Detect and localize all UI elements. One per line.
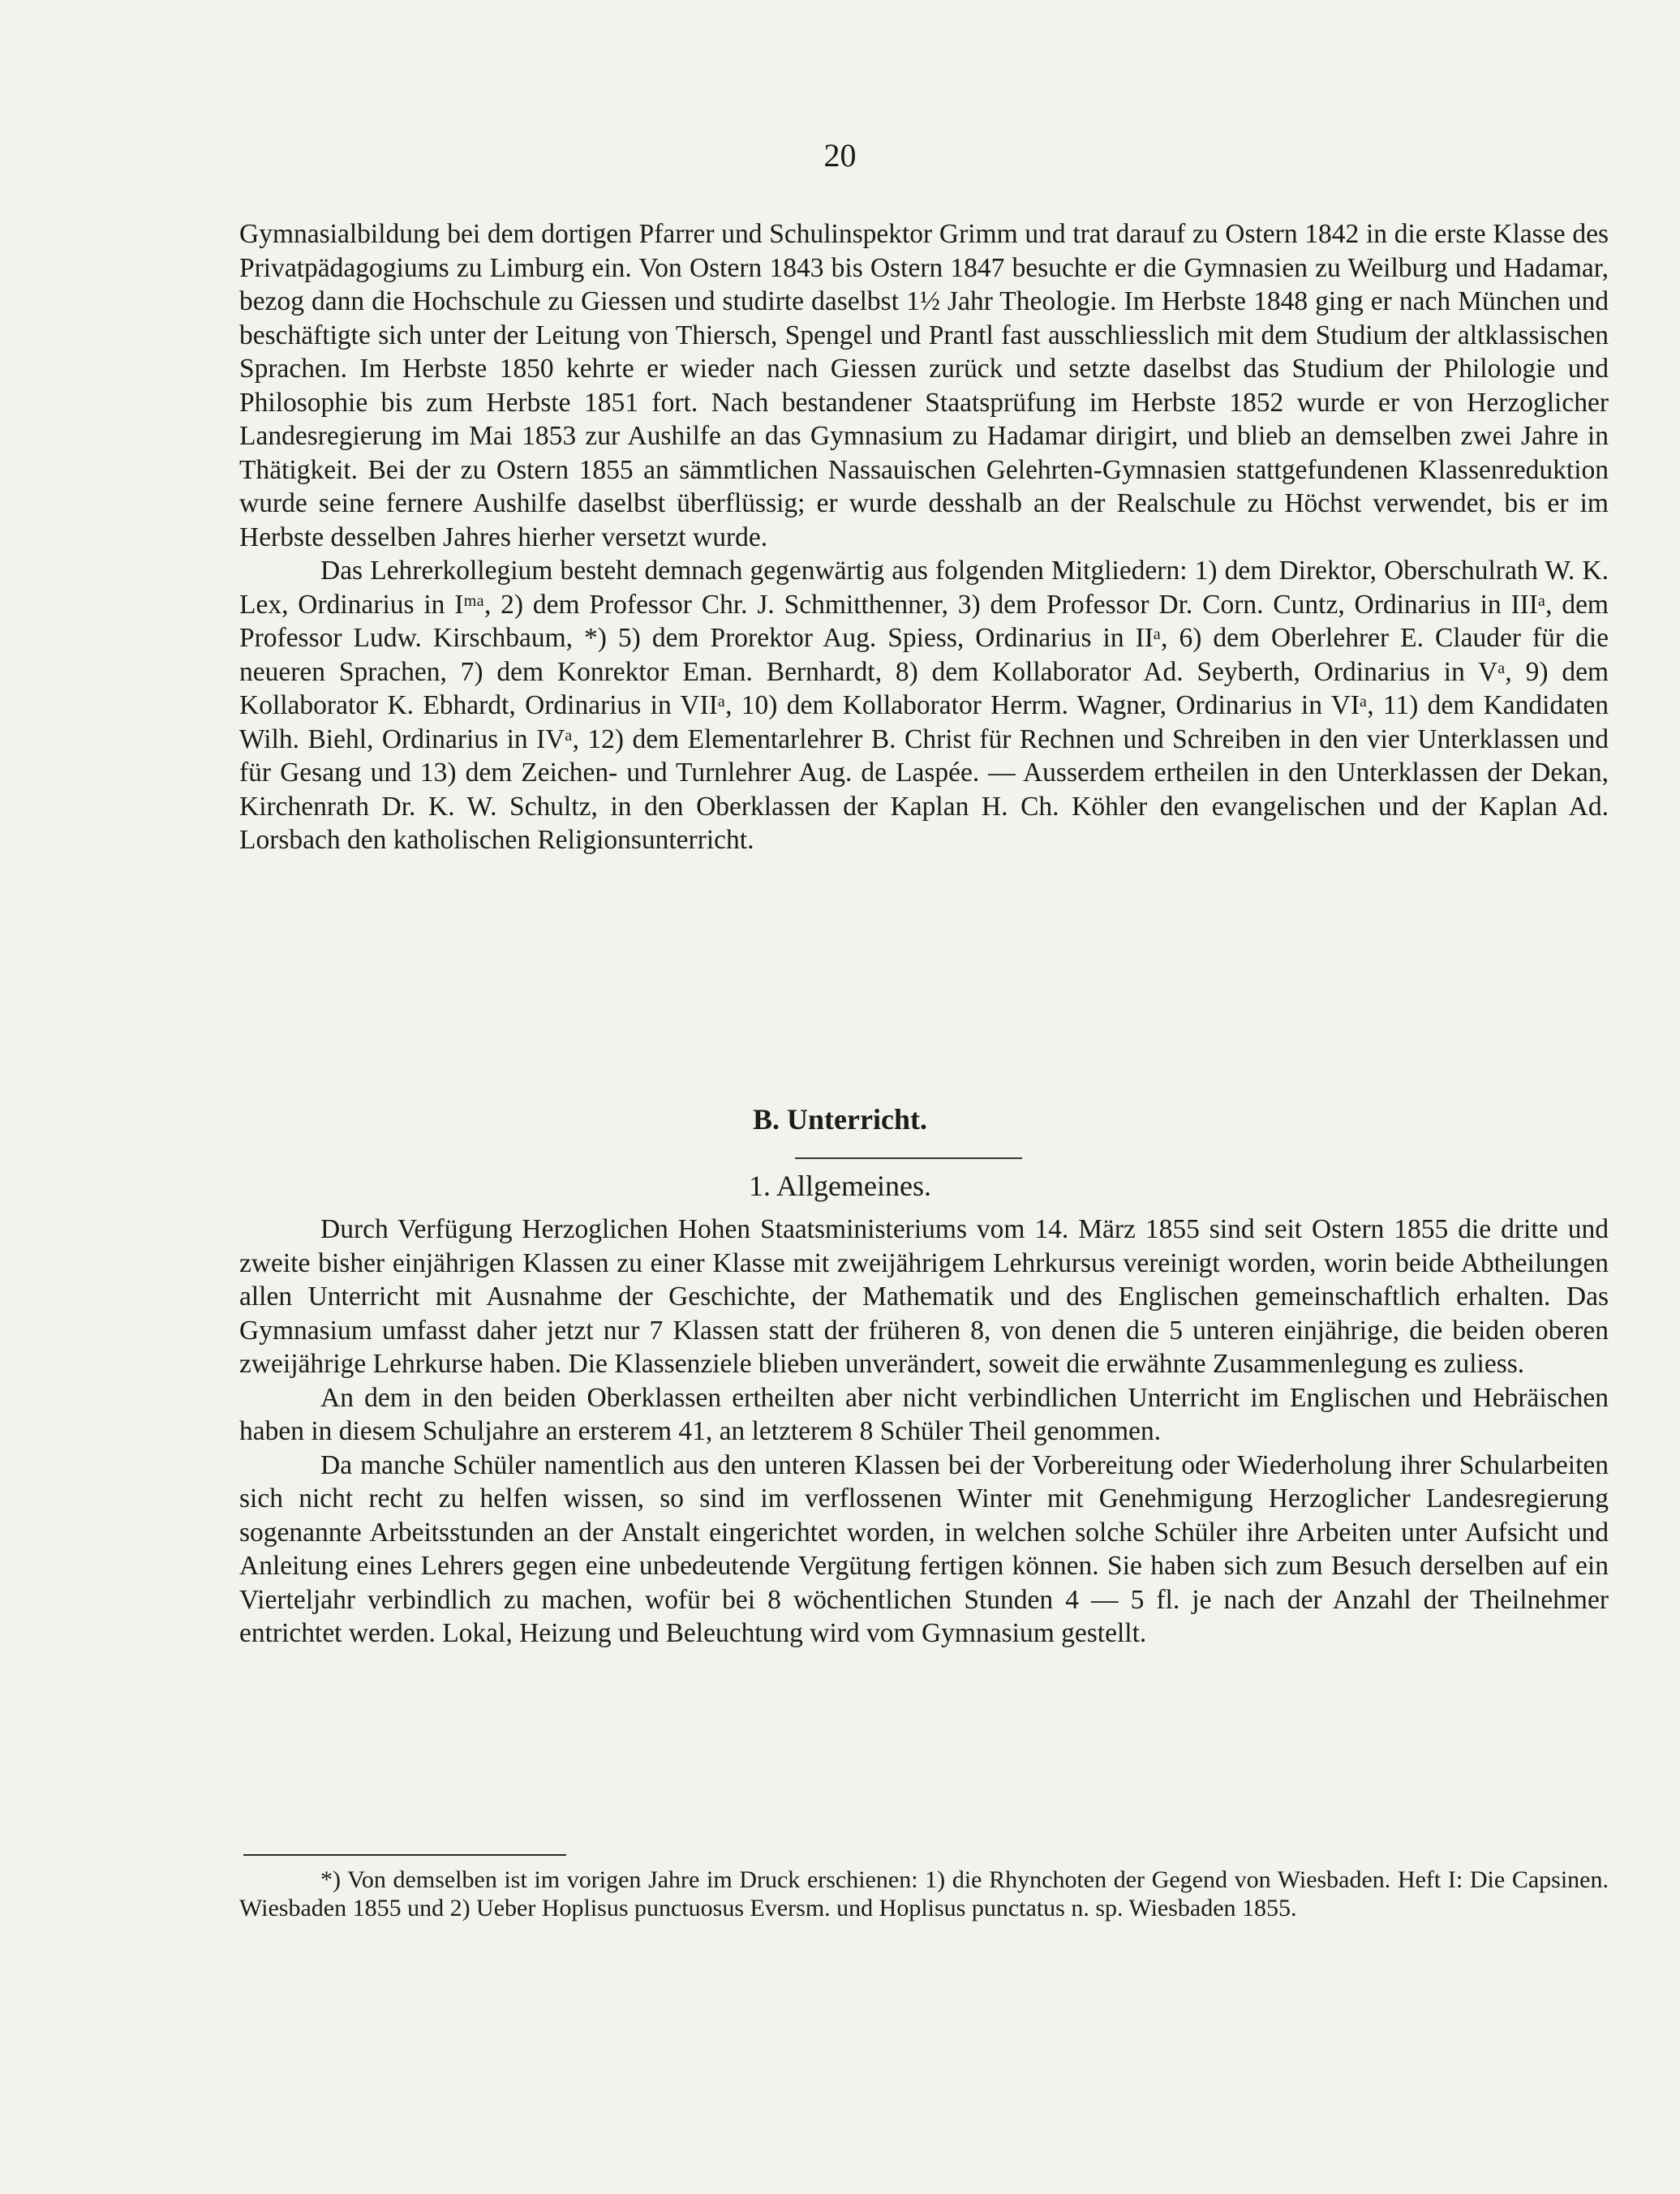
paragraph-biography: Gymnasialbildung bei dem dortigen Pfarrer und Schulinspektor Grimm und trat darauf zu Ostern 1842 in die erste Klasse des Privatpädagogiums zu Limburg ein. Von Ostern 1843 bis Ostern 1847 besuchte er die Gymnasien zu Weilburg und Hadamar, bezog dann die Hochschule zu Giessen und studirte daselbst 1½ Jahr Theologie. Im Herbste 1848 ging er nach München und beschäftigte sich unter der Leitung von Thiersch, Spengel und Prantl fast ausschliesslich mit dem Studium der altklassischen Sprachen. Im Herbste 1850 kehrte er wieder nach Giessen zurück und setzte daselbst das Studium der Philologie und Philosophie bis zum Herbste 1851 fort. Nach bestandener Staatsprüfung im Herbste 1852 wurde er von Herzoglicher Landesregierung im Mai 1853 zur Aushilfe an das Gymnasium zu Hadamar dirigirt, und blieb an demselben zwei Jahre in Thätigkeit. Bei der zu Ostern 1855 an sämmtlichen Nassauischen Gelehrten-Gymnasien stattgefundenen Klassenreduktion wurde seine fernere Aushilfe daselbst überflüssig; er wurde desshalb an der Realschule zu Höchst verwendet, bis er im Herbste desselben Jahres hierher versetzt wurde.	[239, 219, 1609, 552]
paragraph-arbeitsstunden: Da manche Schüler namentlich aus den unteren Klassen bei der Vorbereitung oder Wiederholung ihrer Schularbeiten sich nicht recht zu helfen wissen, so sind im verflossenen Winter mit Genehmigung Herzoglicher Landesregierung sogenannte Arbeitsstunden an der Anstalt eingerichtet worden, in welchen solche Schüler ihre Arbeiten unter Aufsicht und Anleitung eines Lehrers gegen eine unbedeutende Vergütung fertigen können. Sie haben sich zum Besuch derselben auf ein Vierteljahr verbindlich zu machen, wofür bei 8 wöchentlichen Stunden 4 — 5 fl. je nach der Anzahl der Theilnehmer entrichtet werden. Lokal, Heizung und Beleuchtung wird vom Gymnasium gestellt.	[239, 1449, 1609, 1648]
heading-divider	[795, 1157, 1022, 1159]
body-text-top	[239, 217, 1609, 857]
paragraph-lehrerkollegium: Das Lehrerkollegium besteht demnach gegenwärtig aus folgenden Mitgliedern: 1) dem Direktor, Oberschulrath W. K. Lex, Ordinarius in Iᵐᵃ, 2) dem Professor Chr. J. Schmitthenner, 3) dem Professor Dr. Corn. Cuntz, Ordinarius in IIIᵃ, dem Professor Ludw. Kirschbaum, *) 5) dem Prorektor Aug. Spiess, Ordinarius in IIᵃ, 6) dem Oberlehrer E. Clauder für die neueren Sprachen, 7) dem Konrektor Eman. Bernhardt, 8) dem Kollaborator Ad. Seyberth, Ordinarius in Vᵃ, 9) dem Kollaborator K. Ebhardt, Ordinarius in VIIᵃ, 10) dem Kollaborator Herrm. Wagner, Ordinarius in VIᵃ, 11) dem Kandidaten Wilh. Biehl, Ordinarius in IVᵃ, 12) dem Elementarlehrer B. Christ für Rechnen und Schreiben in den vier Unterklassen und für Gesang und 13) dem Zeichen- und Turnlehrer Aug. de Laspée. — Ausserdem ertheilen in den Unterklassen der Dekan, Kirchenrath Dr. K. W. Schultz, in den Oberklassen der Kaplan H. Ch. Köhler den evangelischen und der Kaplan Ad. Lorsbach den katholischen Religionsunterricht.	[239, 556, 1609, 855]
footnote: *) Von demselben ist im vorigen Jahre im Druck erschienen: 1) die Rhynchoten der Gegend von Wiesbaden. Heft I: Die Capsinen. Wiesbaden 1855 und 2) Ueber Hoplisus punctuosus Eversm. und Hoplisus punctatus n. sp. Wiesbaden 1855.	[239, 1866, 1609, 1921]
subsection-heading: 1. Allgemeines.	[749, 1170, 931, 1202]
paragraph-englisch-hebraeisch: An dem in den beiden Oberklassen ertheilten aber nicht verbindlichen Unterricht im Englischen und Hebräischen haben in diesem Schuljahre an ersterem 41, an letzterem 8 Schüler Theil genommen.	[239, 1382, 1609, 1446]
section-heading: B. Unterricht.	[753, 1103, 927, 1136]
body-text-bottom	[239, 1213, 1609, 1651]
paragraph-verfuegung: Durch Verfügung Herzoglichen Hohen Staatsministeriums vom 14. März 1855 sind seit Ostern 1855 die dritte und zweite bisher einjährigen Klassen zu einer Klasse mit zweijährigem Lehrkursus vereinigt worden, worin beide Abtheilungen allen Unterricht mit Ausnahme der Geschichte, der Mathematik und des Englischen gemeinschaftlich erhalten. Das Gymnasium umfasst daher jetzt nur 7 Klassen statt der früheren 8, von denen die 5 unteren einjährige, die beiden oberen zweijährige Lehrkurse haben. Die Klassenziele blieben unverändert, soweit die erwähnte Zusammenlegung es zuliess.	[239, 1214, 1609, 1379]
page-number: 20	[823, 137, 857, 174]
footnote-divider	[243, 1854, 566, 1856]
